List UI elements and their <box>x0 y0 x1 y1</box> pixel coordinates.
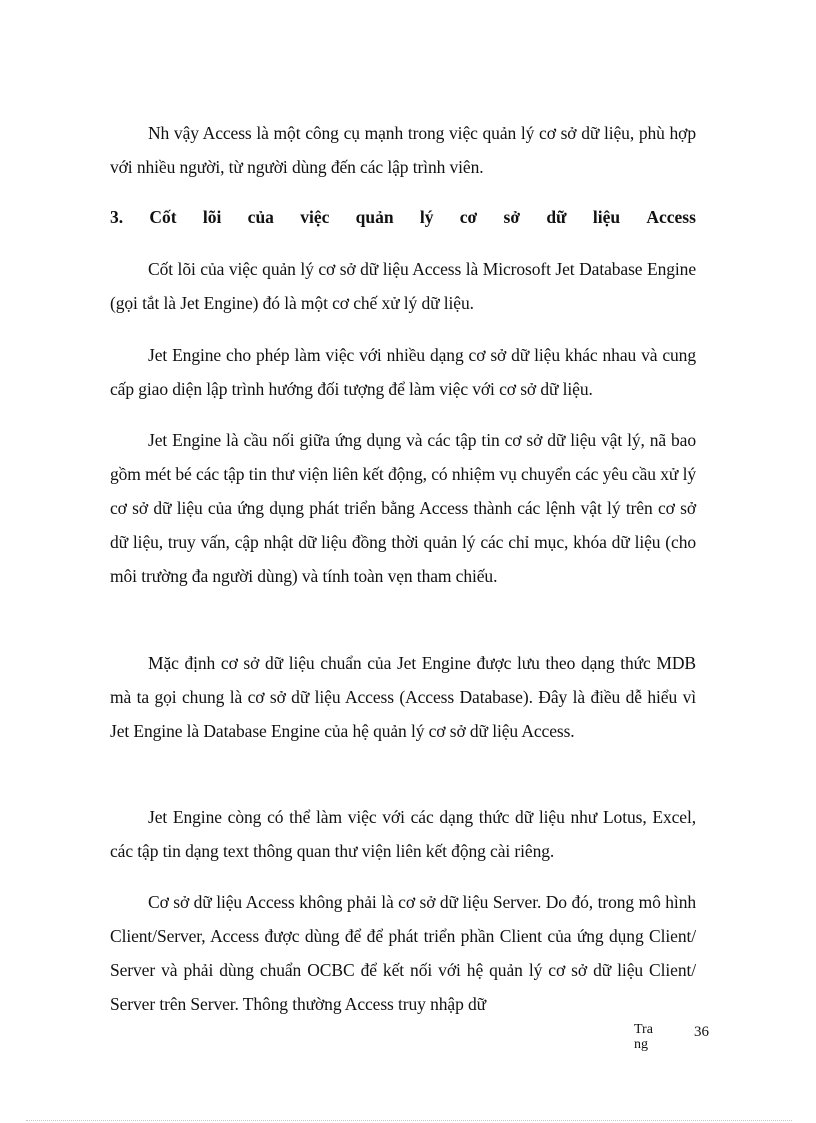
paragraph-jet-engine-core: Cốt lõi của việc quản lý cơ sở dữ liệu Access là Microsoft Jet Database Engine (gọi tắt là Jet Engine) đó là một cơ chế xử lý dữ liệu. <box>110 259 696 313</box>
heading-word: liệu <box>592 207 621 227</box>
section-heading <box>110 200 696 234</box>
page-bottom-rule <box>26 1120 792 1121</box>
paragraph-jet-engine-formats: Jet Engine cho phép làm việc với nhiều dạng cơ sở dữ liệu khác nhau và cung cấp giao diện lập trình hướng đối tượng để làm việc với cơ sở dữ liệu. <box>110 345 696 399</box>
heading-number: 3. <box>110 207 124 227</box>
paragraph-jet-engine-bridge: Jet Engine là cầu nối giữa ứng dụng và các tập tin cơ sở dữ liệu vật lý, nã bao gồm mét bé các tập tin thư viện liên kết động, có nhiệm vụ chuyển các yêu cầu xử lý cơ sở dữ liệu của ứng dụng phát triển bằng Access thành các lệnh vật lý trên cơ sở dữ liệu, truy vấn, cập nhật dữ liệu đồng thời quản lý các chỉ mục, khóa dữ liệu (cho môi trường đa người dùng) và tính toàn vẹn tham chiếu. <box>110 430 696 586</box>
heading-word: lõi <box>202 207 222 227</box>
footer-page-number: 36 <box>694 1024 709 1040</box>
heading-word: Cốt <box>149 207 177 227</box>
heading-word: quản <box>355 207 394 227</box>
heading-word: việc <box>300 207 330 227</box>
paragraph-other-formats: Jet Engine còng có thể làm việc với các dạng thức dữ liệu như Lotus, Excel, các tập tin dạng text thông quan thư viện liên kết động cài riêng. <box>110 807 696 861</box>
paragraph-access-summary: Nh vậy Access là một công cụ mạnh trong việc quản lý cơ sở dữ liệu, phù hợp với nhiều người, từ người dùng đến các lập trình viên. <box>110 123 696 177</box>
heading-word: dữ <box>546 207 567 227</box>
footer-page-label: Trang <box>634 1022 653 1052</box>
heading-word: Access <box>646 207 696 227</box>
paragraph-client-server: Cơ sở dữ liệu Access không phải là cơ sở dữ liệu Server. Do đó, trong mô hình Client/Server, Access được dùng để để phát triển phần Client của ứng dụng Client/ Server và phải dùng chuẩn OCBC để kết nối với hệ quản lý cơ sở dữ liệu Client/ Server trên Server. Thông thường Access truy nhập dữ <box>110 892 696 1014</box>
heading-word: lý <box>419 207 434 227</box>
heading-word: của <box>247 207 274 227</box>
paragraph-mdb-format: Mặc định cơ sở dữ liệu chuẩn của Jet Engine được lưu theo dạng thức MDB mà ta gọi chung là cơ sở dữ liệu Access (Access Database). Đây là điều dễ hiểu vì Jet Engine là Database Engine của hệ quản lý cơ sở dữ liệu Access. <box>110 653 696 741</box>
heading-word: cơ <box>459 207 478 227</box>
heading-word: sở <box>503 207 521 227</box>
